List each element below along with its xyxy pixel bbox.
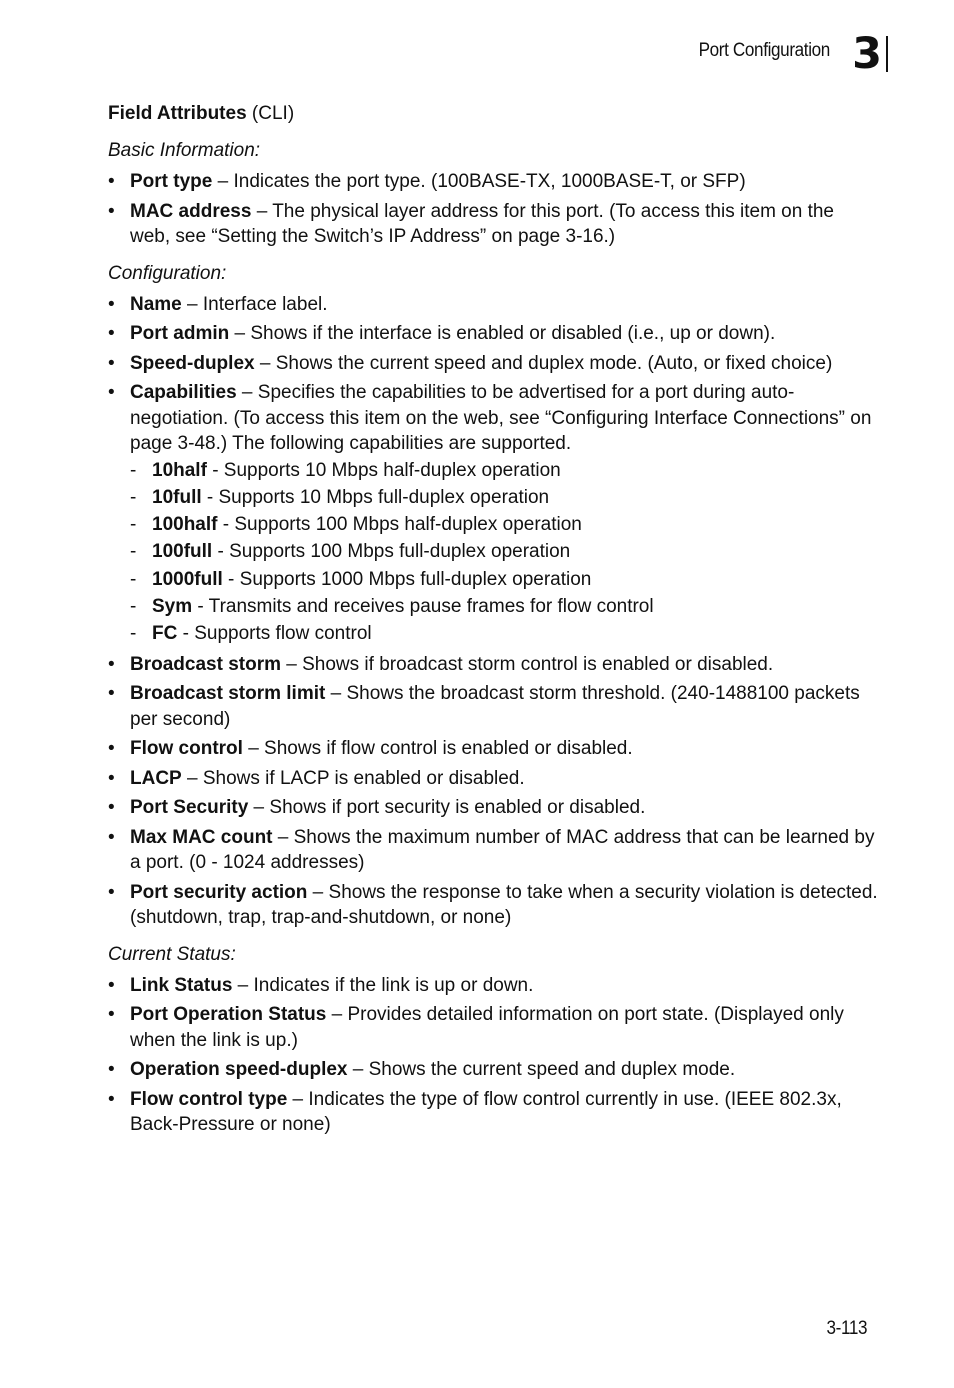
item-term: Broadcast storm: [130, 653, 281, 675]
sub-term: FC: [152, 623, 178, 645]
subhead-current-status: Current Status:: [108, 943, 236, 965]
list-item: [108, 766, 878, 792]
item-description: – The physical layer address for this port. (To access this item on the web, see “Setting the Switch’s IP Address” on page 3-16.): [130, 200, 835, 247]
list-item: [108, 795, 878, 821]
item-description: – Indicates the port type. (100BASE-TX, 1000BASE-T, or SFP): [212, 171, 746, 192]
subhead-configuration: Configuration:: [108, 262, 227, 284]
item-description: – Shows if the interface is enabled or disabled (i.e., up or down).: [229, 323, 776, 344]
running-header-title: Port Configuration: [698, 40, 831, 61]
item-description: – Interface label.: [181, 293, 328, 315]
sub-description: - Supports flow control: [177, 623, 372, 645]
sub-description: - Transmits and receives pause frames for flow control: [192, 595, 654, 617]
list-item: [108, 880, 878, 931]
sub-term: 100full: [152, 541, 213, 563]
list-item: [108, 199, 878, 250]
subhead-basic-information: Basic Information:: [108, 140, 261, 161]
item-description: – Shows if flow control is enabled or disabled.: [242, 738, 633, 760]
list-current-status: [108, 973, 878, 1138]
item-term: Broadcast storm limit: [130, 683, 326, 705]
item-description: – Indicates the type of flow control currently in use. (IEEE 802.3x, Back-Pressure or none): [130, 1088, 842, 1136]
item-description: – Shows the response to take when a security violation is detected. (shutdown, trap, trap-and-shutdown, or none): [130, 881, 878, 929]
sub-term: 10full: [152, 486, 202, 508]
item-term: Port Operation Status: [130, 1004, 327, 1026]
page-header: [684, 29, 888, 79]
list-item: [108, 380, 878, 648]
item-term: Speed-duplex: [130, 352, 255, 374]
sublist-item: [130, 538, 878, 565]
item-term: Port type: [130, 171, 213, 192]
section-heading: [108, 101, 878, 127]
sub-term: 100half: [152, 514, 218, 536]
sub-term: 10half: [152, 459, 207, 481]
item-description: – Shows the current speed and duplex mode.: [347, 1059, 736, 1081]
item-term: Name: [130, 293, 182, 315]
item-description: – Specifies the capabilities to be advertised for a port during auto-negotiation. (To access this item on the web, see “Configuring Interface Connections” on page 3-48.) The following capabilities are supported.: [130, 382, 872, 454]
list-basic-information: [108, 169, 878, 250]
item-term: MAC address: [130, 200, 252, 222]
list-item: [108, 652, 878, 678]
item-description: – Shows the maximum number of MAC address that can be learned by a port. (0 - 1024 addresses): [130, 826, 875, 874]
section-heading-bold: Field Attributes: [108, 103, 247, 124]
item-term: Port admin: [130, 323, 230, 344]
sub-term: Sym: [152, 595, 193, 617]
page-content: [108, 101, 878, 1149]
item-description: – Indicates if the link is up or down.: [232, 974, 534, 996]
item-term: Max MAC count: [130, 826, 273, 848]
item-term: Capabilities: [130, 382, 237, 403]
sublist-item: [130, 484, 878, 511]
sub-description: - Supports 100 Mbps half-duplex operation: [217, 514, 582, 536]
item-term: Flow control type: [130, 1088, 288, 1110]
list-configuration: [108, 292, 878, 931]
list-item: [108, 736, 878, 762]
item-description: – Shows the broadcast storm threshold. (240-1488100 packets per second): [130, 683, 860, 730]
item-description: – Shows the current speed and duplex mode. (Auto, or fixed choice): [254, 352, 833, 374]
item-term: LACP: [130, 767, 182, 789]
sublist-item: [130, 593, 878, 620]
list-item: [108, 351, 878, 377]
item-term: Port Security: [130, 797, 249, 819]
section-heading-rest: (CLI): [246, 103, 295, 124]
list-item: [108, 1087, 878, 1138]
list-item: [108, 1002, 878, 1053]
sub-description: - Supports 10 Mbps half-duplex operation: [206, 459, 561, 481]
capabilities-sublist: [130, 457, 878, 648]
list-item: [108, 681, 878, 732]
sub-description: - Supports 100 Mbps full-duplex operation: [212, 541, 571, 563]
list-item: [108, 973, 878, 999]
item-description: – Shows if port security is enabled or disabled.: [248, 797, 646, 819]
item-description: – Shows if broadcast storm control is enabled or disabled.: [281, 653, 774, 675]
item-description: – Provides detailed information on port state. (Displayed only when the link is up.): [130, 1004, 844, 1051]
list-item: [108, 169, 878, 195]
sublist-item: [130, 457, 878, 484]
item-term: Link Status: [130, 974, 233, 996]
sublist-item: [130, 566, 878, 593]
page-number: 3-113: [826, 1318, 867, 1339]
sub-description: - Supports 10 Mbps full-duplex operation: [201, 486, 550, 508]
item-description: – Shows if LACP is enabled or disabled.: [181, 767, 525, 789]
list-item: [108, 1057, 878, 1083]
list-item: [108, 321, 878, 347]
item-term: Port security action: [130, 881, 308, 903]
item-term: Operation speed-duplex: [130, 1059, 348, 1081]
sublist-item: [130, 620, 878, 647]
list-item: [108, 825, 878, 876]
chapter-number: 3: [852, 36, 888, 72]
item-term: Flow control: [130, 738, 243, 760]
sub-term: 1000full: [152, 568, 223, 590]
sub-description: - Supports 1000 Mbps full-duplex operation: [222, 568, 592, 590]
sublist-item: [130, 511, 878, 538]
list-item: [108, 292, 878, 318]
